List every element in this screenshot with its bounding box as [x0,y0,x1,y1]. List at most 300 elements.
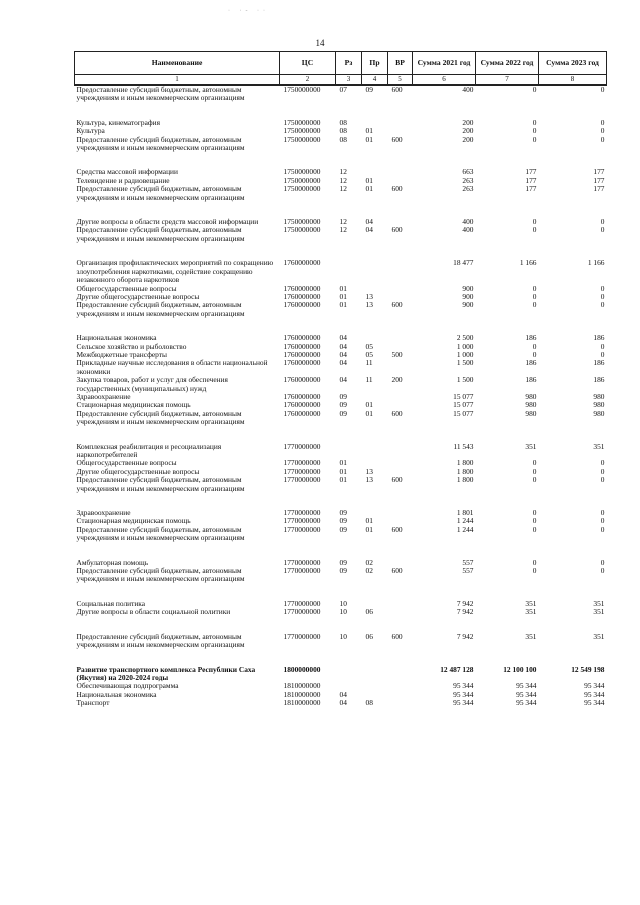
cell-rz: 10 [339,631,347,641]
cell-name: Сельское хозяйство и рыболовство [76,341,187,351]
cell-vr: 600 [391,225,403,235]
cell-pr: 08 [365,698,373,708]
cell-sum-2022: 0 [532,458,537,468]
cell-name: Предоставление субсидий бюджетным, автономным учреждениям и иным некоммерческим организациям [76,475,245,493]
cell-sum-2022: 0 [532,466,537,476]
cell-sum-2023: 177 [593,184,605,194]
cell-cs: 1760000000 [283,333,321,343]
spacer-cell [75,202,607,218]
cell-sum-2023: 980 [593,391,605,401]
table-row [75,376,607,393]
spacer-row [75,103,607,119]
cell-sum-2022: 0 [532,283,537,293]
header-sum-2021: Сумма 2021 год [413,52,476,75]
cell-vr [388,259,413,284]
spacer-cell [75,152,607,168]
cell-vr: 600 [391,631,403,641]
cell-sum-2021: 95 344 [453,681,474,691]
cell-name: Развитие транспортного комплекса Республики Саха (Якутия) на 2020-2024 годы [76,664,256,682]
cell-sum-2023: 351 [593,441,605,451]
cell-sum-2023: 0 [600,117,605,127]
cell-sum-2022: 0 [532,349,537,359]
cell-pr: 13 [365,300,373,310]
cell-rz: 09 [339,408,347,418]
cell-sum-2022: 0 [532,524,537,534]
cell-sum-2021: 15 077 [453,408,474,418]
cell-vr [388,682,413,690]
cell-vr [388,334,413,342]
cell-sum-2023: 0 [600,341,605,351]
cell-pr: 13 [365,466,373,476]
cell-sum-2023: 12 549 198 [571,664,605,674]
cell-name: Предоставление субсидий бюджетным, автономным учреждениям и иным некоммерческим организациям [76,85,245,103]
cell-vr: 600 [391,408,403,418]
cell-vr [388,666,413,683]
cell-rz: 12 [339,175,347,185]
cell-pr: 01 [365,516,373,526]
cell-sum-2021: 400 [462,217,474,227]
cell-pr: 01 [365,126,373,136]
cell-sum-2021: 900 [462,291,474,301]
cell-cs: 1750000000 [283,117,321,127]
cell-vr: 200 [391,375,403,385]
cell-name: Обеспечивающая подпрограмма [76,681,179,691]
cell-sum-2023: 0 [600,217,605,227]
cell-pr: 09 [365,85,373,94]
cell-rz: 09 [339,516,347,526]
cell-vr [388,459,413,467]
budget-table [74,51,607,708]
cell-pr: 01 [365,184,373,194]
cell-sum-2022: 980 [525,408,537,418]
cell-sum-2023: 0 [600,349,605,359]
cell-sum-2022: 980 [525,391,537,401]
cell-sum-2022: 0 [532,126,537,136]
cell-cs: 1750000000 [283,85,321,94]
cell-cs: 1770000000 [283,508,321,518]
cell-cs: 1770000000 [283,566,321,576]
table-row [75,226,607,243]
cell-sum-2021: 663 [462,167,474,177]
cell-rz: 08 [339,134,347,144]
cell-cs: 1770000000 [283,524,321,534]
cell-cs: 1770000000 [283,607,321,617]
spacer-row [75,318,607,334]
table-row [75,259,607,284]
cell-pr [362,259,388,284]
cell-pr [362,682,388,690]
cell-rz: 04 [339,375,347,385]
cell-sum-2021: 900 [462,300,474,310]
column-number: 1 [75,75,280,86]
cell-pr: 04 [365,217,373,227]
cell-name: Другие общегосударственные вопросы [76,291,200,301]
cell-rz: 04 [339,349,347,359]
cell-vr [388,443,413,460]
cell-sum-2023: 0 [600,508,605,518]
cell-sum-2021: 1 000 [456,349,474,359]
table-row [75,567,607,584]
cell-sum-2021: 1 801 [456,508,474,518]
cell-name: Другие общегосударственные вопросы [76,466,200,476]
cell-vr [388,691,413,699]
cell-pr: 13 [365,291,373,301]
cell-cs: 1770000000 [283,475,321,485]
cell-rz: 12 [339,217,347,227]
cell-sum-2022: 95 344 [516,689,537,699]
column-number: 8 [539,75,607,86]
cell-sum-2023: 95 344 [584,689,605,699]
cell-vr [388,285,413,293]
cell-sum-2023: 0 [600,291,605,301]
cell-cs: 1810000000 [283,698,321,708]
cell-rz: 01 [339,291,347,301]
cell-name: Предоставление субсидий бюджетным, автономным учреждениям и иным некоммерческим организациям [76,566,245,584]
cell-cs: 1760000000 [283,349,321,359]
cell-sum-2021: 1 244 [456,516,474,526]
cell-vr: 600 [391,85,403,94]
cell-vr [388,600,413,608]
cell-name: Амбулаторная помощь [76,557,149,567]
cell-rz: 01 [339,458,347,468]
cell-sum-2021: 15 077 [453,400,474,410]
table-row [75,185,607,202]
cell-name: Предоставление субсидий бюджетным, автономным учреждениям и иным некоммерческим организациям [76,631,245,650]
table-row [75,359,607,376]
cell-name: Средства массовой информации [76,167,178,177]
cell-rz: 01 [339,283,347,293]
cell-sum-2022: 1 166 [519,258,537,268]
spacer-cell [75,103,607,119]
cell-sum-2022: 186 [525,375,537,385]
cell-name: Прикладные научные исследования в области национальной экономики [76,358,268,376]
cell-rz: 08 [339,117,347,127]
table-body [75,85,607,708]
header-pr: Пр [362,52,388,75]
column-number: 3 [336,75,362,86]
cell-name: Здравоохранение [76,391,131,401]
spacer-row [75,617,607,633]
cell-sum-2023: 0 [600,85,605,94]
spacer-cell [75,584,607,600]
cell-rz: 04 [339,689,347,699]
cell-cs: 1750000000 [283,225,321,235]
spacer-row [75,427,607,443]
cell-pr: 02 [365,557,373,567]
cell-name: Национальная экономика [76,333,157,343]
cell-cs: 1770000000 [283,557,321,567]
spacer-row [75,650,607,666]
cell-sum-2023: 186 [593,375,605,385]
cell-vr [388,168,413,176]
cell-cs: 1770000000 [283,516,321,526]
spacer-row [75,493,607,509]
cell-rz: 01 [339,466,347,476]
table-row [75,85,607,103]
cell-rz: 09 [339,400,347,410]
cell-name: Предоставление субсидий бюджетным, автономным учреждениям и иным некоммерческим организациям [76,225,245,243]
cell-sum-2021: 12 487 128 [440,664,474,674]
cell-sum-2022: 0 [532,85,537,94]
cell-sum-2022: 12 100 100 [503,664,537,674]
cell-sum-2023: 186 [593,358,605,368]
cell-name: Предоставление субсидий бюджетным, автономным учреждениям и иным некоммерческим организациям [76,184,245,202]
cell-sum-2022: 177 [525,167,537,177]
cell-rz: 04 [339,358,347,368]
cell-sum-2023: 0 [600,458,605,468]
cell-name: Здравоохранение [76,508,131,518]
cell-sum-2021: 263 [462,175,474,185]
cell-cs: 1750000000 [283,167,321,177]
cell-sum-2022: 351 [525,598,537,608]
header-name: Наименование [75,52,280,75]
cell-pr: 05 [365,349,373,359]
cell-name: Организация профилактических мероприятий по сокращению злоупотребления наркотиками, содействие сокращению незаконного оборота наркотиков [76,258,274,285]
cell-cs: 1750000000 [283,184,321,194]
cell-sum-2021: 7 942 [456,631,474,641]
cell-sum-2021: 1 000 [456,341,474,351]
cell-name: Предоставление субсидий бюджетным, автономным учреждениям и иным некоммерческим организациям [76,134,245,153]
header-vr: ВР [388,52,413,75]
cell-sum-2022: 0 [532,566,537,576]
cell-rz: 04 [339,333,347,343]
spacer-row [75,152,607,168]
table-row [75,476,607,493]
cell-sum-2023: 177 [593,175,605,185]
cell-sum-2021: 7 942 [456,598,474,608]
page-number: 14 [315,38,325,48]
cell-sum-2023: 0 [600,466,605,476]
cell-sum-2023: 95 344 [584,698,605,708]
cell-sum-2022: 351 [525,631,537,641]
cell-rz: 09 [339,391,347,401]
cell-sum-2021: 400 [462,85,474,94]
cell-sum-2022: 351 [525,607,537,617]
spacer-cell [75,427,607,443]
cell-sum-2023: 0 [600,300,605,310]
table-row [75,136,607,153]
cell-rz: 07 [339,85,347,94]
cell-sum-2021: 200 [462,126,474,136]
table-row [75,443,607,460]
column-number-row [75,75,607,86]
cell-sum-2023: 0 [600,283,605,293]
table-row [75,526,607,543]
table-row [75,699,607,707]
cell-pr: 01 [365,134,373,144]
cell-sum-2023: 0 [600,225,605,235]
cell-sum-2021: 18 477 [453,258,474,268]
cell-pr: 01 [365,408,373,418]
table-row [75,301,607,318]
cell-sum-2023: 0 [600,516,605,526]
cell-sum-2021: 1 800 [456,466,474,476]
cell-vr [388,509,413,517]
cell-cs: 1750000000 [283,126,321,136]
spacer-row [75,243,607,259]
cell-pr: 01 [365,175,373,185]
cell-cs: 1760000000 [283,375,321,385]
cell-name: Комплексная реабилитация и ресоциализация наркопотребителей [76,441,222,459]
cell-sum-2023: 0 [600,524,605,534]
spacer-cell [75,617,607,633]
cell-pr: 11 [365,375,373,385]
header-sum-2022: Сумма 2022 год [476,52,539,75]
cell-cs: 1810000000 [283,689,321,699]
cell-rz: 01 [339,475,347,485]
cell-sum-2022: 95 344 [516,698,537,708]
cell-sum-2022: 0 [532,291,537,301]
spacer-cell [75,543,607,559]
spacer-cell [75,493,607,509]
table-row [75,608,607,616]
cell-pr: 06 [365,631,373,641]
table-row [75,410,607,427]
cell-cs: 1810000000 [283,681,321,691]
spacer-row [75,543,607,559]
cell-sum-2022: 177 [525,175,537,185]
cell-vr: 600 [391,134,403,144]
cell-sum-2021: 400 [462,225,474,235]
cell-name: Социальная политика [76,598,146,608]
cell-cs: 1770000000 [283,631,321,641]
cell-sum-2022: 0 [532,217,537,227]
header-cs: ЦС [280,52,336,75]
cell-cs: 1800000000 [283,664,321,674]
cell-rz [336,443,362,460]
cell-cs: 1750000000 [283,175,321,185]
cell-pr: 13 [365,475,373,485]
cell-pr [362,666,388,683]
table-row [75,633,607,650]
cell-sum-2023: 0 [600,134,605,144]
cell-sum-2021: 15 077 [453,391,474,401]
cell-sum-2022: 0 [532,516,537,526]
cell-cs: 1760000000 [283,358,321,368]
cell-vr: 600 [391,184,403,194]
cell-vr: 600 [391,566,403,576]
cell-vr [388,608,413,616]
cell-name: Транспорт [76,698,110,708]
cell-sum-2023: 0 [600,557,605,567]
cell-sum-2022: 0 [532,508,537,518]
cell-sum-2021: 95 344 [453,689,474,699]
cell-rz: 04 [339,698,347,708]
cell-vr [388,699,413,707]
cell-sum-2023: 95 344 [584,681,605,691]
cell-pr: 01 [365,524,373,534]
cell-sum-2023: 980 [593,408,605,418]
cell-rz: 12 [339,167,347,177]
cell-sum-2022: 177 [525,184,537,194]
cell-sum-2021: 7 942 [456,607,474,617]
column-number: 4 [362,75,388,86]
cell-sum-2021: 1 800 [456,458,474,468]
cell-name: Межбюджетные трансферты [76,349,167,359]
cell-vr: 500 [391,349,403,359]
cell-sum-2021: 557 [462,566,474,576]
cell-cs: 1750000000 [283,134,321,144]
cell-sum-2023: 1 166 [587,258,605,268]
cell-name: Другие вопросы в области социальной политики [76,607,231,617]
cell-sum-2021: 900 [462,283,474,293]
spacer-cell [75,650,607,666]
cell-pr: 06 [365,607,373,617]
cell-sum-2022: 186 [525,358,537,368]
cell-sum-2023: 0 [600,566,605,576]
cell-sum-2021: 11 543 [453,441,474,451]
cell-sum-2022: 980 [525,400,537,410]
header-row [75,52,607,75]
cell-rz: 01 [339,300,347,310]
cell-sum-2023: 0 [600,126,605,136]
cell-sum-2021: 200 [462,134,474,144]
cell-sum-2022: 0 [532,475,537,485]
cell-sum-2021: 2 500 [456,333,474,343]
cell-sum-2022: 0 [532,134,537,144]
cell-rz: 09 [339,566,347,576]
cell-rz: 09 [339,557,347,567]
cell-cs: 1760000000 [283,291,321,301]
cell-name: Культура, кинематография [76,117,160,127]
cell-pr: 11 [365,358,373,368]
cell-sum-2021: 263 [462,184,474,194]
cell-cs: 1760000000 [283,341,321,351]
cell-rz: 10 [339,607,347,617]
cell-vr [388,119,413,127]
cell-rz [336,666,362,683]
cell-sum-2021: 1 244 [456,524,474,534]
cell-cs: 1760000000 [283,283,321,293]
cell-rz [336,259,362,284]
cell-name: Национальная экономика [76,689,157,699]
column-number: 6 [413,75,476,86]
cell-sum-2021: 557 [462,557,474,567]
cell-rz: 10 [339,598,347,608]
cell-cs: 1770000000 [283,458,321,468]
cell-cs: 1760000000 [283,391,321,401]
cell-sum-2023: 351 [593,631,605,641]
cell-sum-2021: 95 344 [453,698,474,708]
cell-cs: 1760000000 [283,400,321,410]
cell-name: Другие вопросы в области средств массовой информации [76,217,259,227]
cell-name: Телевидение и радиовещание [76,175,170,185]
cell-sum-2022: 95 344 [516,681,537,691]
cell-sum-2021: 200 [462,117,474,127]
cell-name: Предоставление субсидий бюджетным, автономным учреждениям и иным некоммерческим организациям [76,300,245,318]
scan-marks: · ·‑ ·· [228,8,269,14]
cell-name: Культура [76,126,105,136]
cell-sum-2022: 0 [532,117,537,127]
cell-name: Предоставление субсидий бюджетным, автономным учреждениям и иным некоммерческим организациям [76,408,245,427]
cell-cs: 1760000000 [283,408,321,418]
cell-rz: 09 [339,508,347,518]
cell-pr: 04 [365,225,373,235]
spacer-cell [75,243,607,259]
cell-vr [388,359,413,376]
cell-name: Общегосударственные вопросы [76,458,177,468]
cell-sum-2023: 980 [593,400,605,410]
cell-cs: 1760000000 [283,300,321,310]
cell-cs: 1760000000 [283,258,321,268]
cell-sum-2021: 1 800 [456,475,474,485]
table-row [75,666,607,683]
cell-sum-2021: 1 500 [456,375,474,385]
header-sum-2023: Сумма 2023 год [539,52,607,75]
cell-sum-2021: 1 500 [456,358,474,368]
column-number: 5 [388,75,413,86]
cell-vr: 600 [391,524,403,534]
